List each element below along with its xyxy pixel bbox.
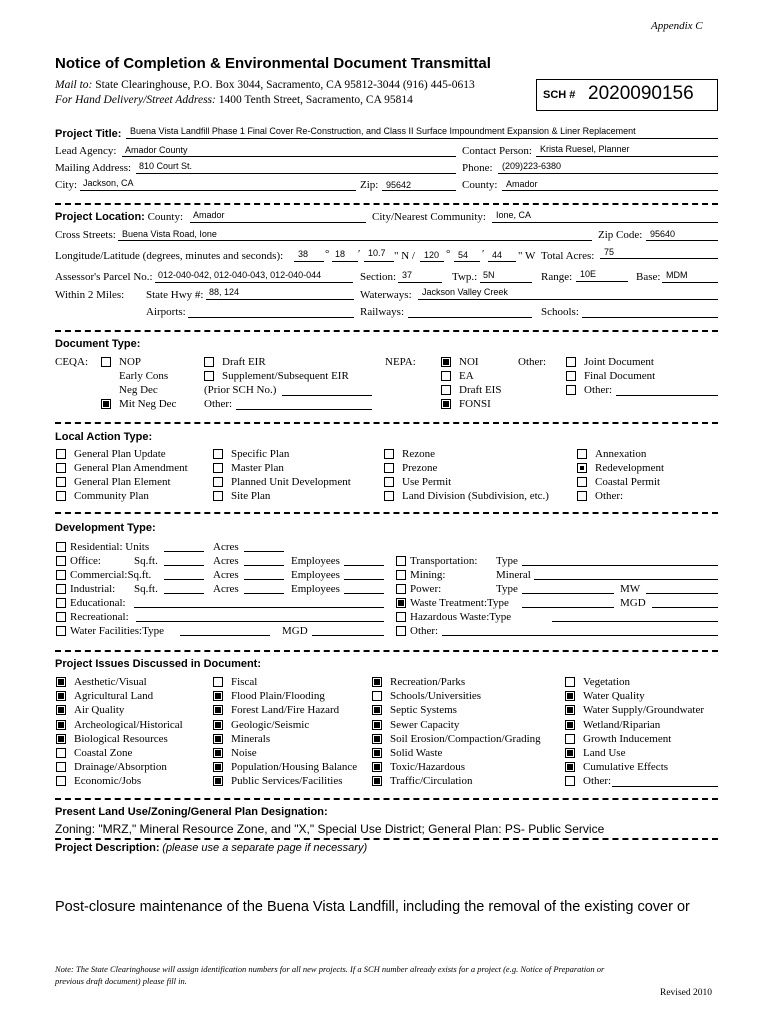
local-action-label: Local Action Type:	[55, 431, 153, 443]
mit-neg-dec-label: Mit Neg Dec	[119, 398, 177, 410]
office-sqft-label: Sq.ft.	[134, 555, 158, 567]
waste-mgd-label: MGD	[620, 597, 646, 609]
industrial-label: Industrial:	[70, 583, 116, 595]
annexation-checkbox[interactable]	[577, 449, 587, 459]
land-use-label: Land Use	[583, 747, 626, 759]
other-label: Other:	[583, 775, 612, 788]
form-title: Notice of Completion & Environmental Document Transmittal	[55, 55, 491, 72]
rezone-label: Rezone	[402, 448, 435, 460]
water-supply-groundwater-checkbox[interactable]	[565, 705, 575, 715]
zip-value[interactable]: 95642	[386, 180, 412, 190]
office-acres-label: Acres	[213, 555, 239, 567]
hazardous-waste-checkbox[interactable]	[396, 612, 406, 622]
development-type-label: Development Type:	[55, 522, 156, 534]
footer-note: Note: The State Clearinghouse will assign identification numbers for all new projects. If a SCH number already exists for a project (e.g. Notice of Preparation or	[55, 964, 605, 974]
dev-other-label: Other:	[410, 625, 439, 637]
soil-erosion-compaction-grading-checkbox[interactable]	[372, 734, 382, 744]
divider	[55, 798, 718, 800]
twp-label: Twp.:	[452, 271, 478, 283]
minerals-checkbox[interactable]	[213, 734, 223, 744]
annexation-label: Annexation	[595, 448, 647, 460]
project-description-heading: Project Description: (please use a separate page if necessary)	[55, 842, 368, 854]
lon-degrees[interactable]: 120	[424, 250, 440, 260]
coastal-permit-label: Coastal Permit	[595, 476, 661, 488]
lat-seconds[interactable]: 10.7	[368, 248, 386, 258]
mail-to-line: Mail to: State Clearinghouse, P.O. Box 3044, Sacramento, CA 95812-3044 (916) 445-0613	[55, 79, 475, 91]
fonsi-label: FONSI	[459, 398, 491, 410]
total-acres-label: Total Acres:	[541, 250, 595, 262]
lead-agency-value[interactable]: Amador County	[125, 145, 188, 155]
forest-land-fire-hazard-label: Forest Land/Fire Hazard	[231, 704, 340, 717]
other-checkbox[interactable]	[577, 491, 587, 501]
vegetation-label: Vegetation	[583, 676, 631, 688]
mineral-label: Mineral	[496, 569, 531, 581]
forest-land-fire-hazard-checkbox[interactable]	[213, 705, 223, 715]
contact-person-value[interactable]: Krista Ruesel, Planner	[540, 144, 630, 154]
noise-label: Noise	[231, 747, 257, 759]
industrial-checkbox[interactable]	[56, 584, 66, 594]
city-value[interactable]: Jackson, CA	[83, 178, 134, 188]
general-plan-update-checkbox[interactable]	[56, 449, 66, 459]
commercial-checkbox[interactable]	[56, 570, 66, 580]
industrial-acres-label: Acres	[213, 583, 239, 595]
land-use-label: Present Land Use/Zoning/General Plan Designation:	[55, 806, 328, 818]
specific-plan-label: Specific Plan	[231, 448, 290, 460]
general-plan-element-checkbox[interactable]	[56, 477, 66, 487]
degree-mark: °	[325, 248, 330, 260]
agricultural-land-checkbox[interactable]	[56, 691, 66, 701]
mit-neg-dec-checkbox[interactable]	[101, 399, 111, 409]
toxic-hazardous-label: Toxic/Hazardous	[390, 761, 465, 774]
prezone-label: Prezone	[402, 462, 438, 474]
zip-code-value[interactable]: 95640	[650, 229, 676, 239]
solid-waste-checkbox[interactable]	[372, 748, 382, 758]
phone-label: Phone:	[462, 162, 493, 174]
neg-dec-label: Neg Dec	[119, 384, 158, 396]
base-label: Base:	[636, 271, 661, 283]
water-quality-checkbox[interactable]	[565, 691, 575, 701]
coastal-zone-label: Coastal Zone	[74, 747, 133, 759]
traffic-circulation-label: Traffic/Circulation	[390, 775, 473, 788]
ceqa-other-label: Other:	[204, 398, 233, 410]
waterways-label: Waterways:	[360, 289, 412, 301]
total-acres-value[interactable]: 75	[604, 247, 615, 257]
supplement-eir-label: Supplement/Subsequent EIR	[222, 370, 349, 382]
draft-eir-label: Draft EIR	[222, 356, 266, 368]
divider	[55, 203, 718, 205]
early-cons-label: Early Cons	[119, 370, 169, 382]
land-division-subdivision-etc-label: Land Division (Subdivision, etc.)	[402, 490, 549, 502]
residential-label: Residential: Units	[70, 541, 150, 553]
w-label: " W	[518, 250, 536, 262]
parcel-label: Assessor's Parcel No.:	[55, 271, 153, 283]
cumulative-effects-label: Cumulative Effects	[583, 761, 669, 774]
agricultural-land-label: Agricultural Land	[74, 690, 154, 703]
state-hwy-label: State Hwy #:	[146, 289, 204, 301]
state-hwy-value[interactable]: 88, 124	[209, 287, 240, 297]
project-title-value[interactable]: Buena Vista Landfill Phase 1 Final Cover Re-Construction, and Class II Surface Impoundment Expansion & Liner Replacement	[130, 126, 636, 136]
general-plan-update-label: General Plan Update	[74, 448, 166, 460]
doc-other-label: Other:	[518, 356, 547, 368]
geologic-seismic-checkbox[interactable]	[213, 720, 223, 730]
draft-eir-checkbox[interactable]	[204, 357, 214, 367]
mining-checkbox[interactable]	[396, 570, 406, 580]
general-plan-element-label: General Plan Element	[74, 476, 171, 488]
water-supply-groundwater-label: Water Supply/Groundwater	[583, 704, 704, 717]
water-facilities-checkbox[interactable]	[56, 626, 66, 636]
fonsi-checkbox[interactable]	[441, 399, 451, 409]
community-label: City/Nearest Community:	[372, 211, 486, 223]
archeological-historical-label: Archeological/Historical	[74, 718, 183, 731]
project-title-label: Project Title:	[55, 128, 122, 140]
other-checkbox[interactable]	[565, 776, 575, 786]
range-label: Range:	[541, 271, 573, 283]
minute-mark: ′	[358, 248, 361, 260]
nop-checkbox[interactable]	[101, 357, 111, 367]
recreational-checkbox[interactable]	[56, 612, 66, 622]
planned-unit-development-checkbox[interactable]	[213, 477, 223, 487]
population-housing-balance-label: Population/Housing Balance	[231, 761, 358, 774]
toxic-hazardous-checkbox[interactable]	[372, 762, 382, 772]
ea-checkbox[interactable]	[441, 371, 451, 381]
mailing-address-label: Mailing Address:	[55, 162, 132, 174]
lon-seconds[interactable]: 44	[492, 250, 503, 260]
geologic-seismic-label: Geologic/Seismic	[231, 718, 310, 731]
revised-label: Revised 2010	[660, 988, 712, 998]
sch-number[interactable]: 2020090156	[588, 83, 694, 104]
lon-minutes[interactable]: 54	[458, 250, 469, 260]
waste-treatment-checkbox[interactable]	[396, 598, 406, 608]
land-use-value[interactable]: Zoning: "MRZ," Mineral Resource Zone, and "X," Special Use District; General Plan: PS- Public Service	[55, 822, 605, 836]
aesthetic-visual-label: Aesthetic/Visual	[74, 676, 147, 688]
lat-degrees[interactable]: 38	[298, 249, 309, 259]
prezone-checkbox[interactable]	[384, 463, 394, 473]
land-division-subdivision-etc-checkbox[interactable]	[384, 491, 394, 501]
rezone-checkbox[interactable]	[384, 449, 394, 459]
general-plan-amendment-checkbox[interactable]	[56, 463, 66, 473]
aesthetic-visual-checkbox[interactable]	[56, 677, 66, 687]
minerals-label: Minerals	[231, 732, 271, 745]
redevelopment-label: Redevelopment	[595, 462, 665, 474]
prior-sch-label: (Prior SCH No.)	[204, 384, 277, 396]
public-services-facilities-label: Public Services/Facilities	[231, 775, 343, 788]
section-label: Section:	[360, 271, 397, 283]
contact-person-label: Contact Person:	[462, 145, 532, 157]
flood-plain-flooding-label: Flood Plain/Flooding	[231, 690, 325, 703]
air-quality-label: Air Quality	[74, 704, 125, 717]
growth-inducement-label: Growth Inducement	[583, 732, 672, 745]
coastal-permit-checkbox[interactable]	[577, 477, 587, 487]
county-value[interactable]: Amador	[506, 179, 538, 189]
waterways-value[interactable]: Jackson Valley Creek	[422, 287, 508, 297]
fiscal-checkbox[interactable]	[213, 677, 223, 687]
within-2-miles-label: Within 2 Miles:	[55, 289, 125, 301]
master-plan-checkbox[interactable]	[213, 463, 223, 473]
parcel-value[interactable]: 012-040-042, 012-040-043, 012-040-044	[158, 270, 322, 280]
office-label: Office:	[70, 555, 101, 567]
industrial-sqft-label: Sq.ft.	[134, 583, 158, 595]
general-plan-amendment-label: General Plan Amendment	[74, 462, 188, 474]
divider	[55, 330, 718, 332]
schools-universities-checkbox[interactable]	[372, 691, 382, 701]
project-description-text[interactable]: Post-closure maintenance of the Buena Vista Landfill, including the removal of the existing cover or	[55, 899, 690, 915]
drainage-absorption-label: Drainage/Absorption	[74, 761, 167, 774]
mining-label: Mining:	[410, 569, 446, 581]
mw-label: MW	[620, 583, 641, 595]
footer-note-2: previous draft document) please fill in.	[55, 976, 187, 986]
waste-treatment-label: Waste Treatment:Type	[410, 597, 509, 609]
transportation-label: Transportation:	[410, 555, 478, 567]
section-value[interactable]: 37	[402, 270, 413, 280]
water-mgd-label: MGD	[282, 625, 308, 637]
master-plan-label: Master Plan	[231, 462, 284, 474]
commercial-employees-label: Employees	[291, 569, 340, 581]
septic-systems-label: Septic Systems	[390, 704, 457, 717]
land-use-checkbox[interactable]	[565, 748, 575, 758]
lat-minutes[interactable]: 18	[335, 249, 346, 259]
industrial-employees-label: Employees	[291, 583, 340, 595]
educational-checkbox[interactable]	[56, 598, 66, 608]
nepa-label: NEPA:	[385, 356, 416, 368]
draft-eis-checkbox[interactable]	[441, 385, 451, 395]
power-type-label: Type	[496, 583, 518, 595]
document-type-label: Document Type:	[55, 338, 141, 350]
joint-document-checkbox[interactable]	[566, 357, 576, 367]
planned-unit-development-label: Planned Unit Development	[231, 476, 351, 488]
schools-universities-label: Schools/Universities	[390, 690, 482, 703]
community-value[interactable]: Ione, CA	[496, 210, 532, 220]
economic-jobs-checkbox[interactable]	[56, 776, 66, 786]
project-issues-label: Project Issues Discussed in Document:	[55, 658, 262, 670]
lead-agency-label: Lead Agency:	[55, 145, 117, 157]
recreation-parks-label: Recreation/Parks	[390, 676, 466, 688]
location-county-value[interactable]: Amador	[193, 210, 225, 220]
joint-document-label: Joint Document	[584, 356, 654, 368]
doc-other-field-label: Other:	[584, 384, 613, 396]
wetland-riparian-checkbox[interactable]	[565, 720, 575, 730]
zip-code-label: Zip Code:	[598, 229, 643, 241]
noise-checkbox[interactable]	[213, 748, 223, 758]
recreational-label: Recreational:	[70, 611, 129, 623]
specific-plan-checkbox[interactable]	[213, 449, 223, 459]
ea-label: EA	[459, 370, 474, 382]
wetland-riparian-label: Wetland/Riparian	[583, 718, 661, 731]
residential-checkbox[interactable]	[56, 542, 66, 552]
other-label: Other:	[595, 490, 624, 502]
divider	[55, 422, 718, 424]
redevelopment-checkbox[interactable]	[577, 463, 587, 473]
traffic-circulation-checkbox[interactable]	[372, 776, 382, 786]
final-document-checkbox[interactable]	[566, 371, 576, 381]
economic-jobs-label: Economic/Jobs	[74, 775, 142, 788]
hand-delivery-line: For Hand Delivery/Street Address: 1400 Tenth Street, Sacramento, CA 95814	[55, 94, 413, 106]
minute-mark-2: ′	[482, 248, 485, 260]
soil-erosion-compaction-grading-label: Soil Erosion/Compaction/Grading	[390, 732, 541, 745]
vegetation-checkbox[interactable]	[565, 677, 575, 687]
phone-value[interactable]: (209)223-6380	[502, 161, 562, 171]
noi-checkbox[interactable]	[441, 357, 451, 367]
public-services-facilities-checkbox[interactable]	[213, 776, 223, 786]
solid-waste-label: Solid Waste	[390, 747, 443, 759]
growth-inducement-checkbox[interactable]	[565, 734, 575, 744]
cross-streets-label: Cross Streets:	[55, 229, 116, 241]
n-label: " N /	[394, 250, 415, 262]
transportation-checkbox[interactable]	[396, 556, 406, 566]
educational-label: Educational:	[70, 597, 126, 609]
use-permit-label: Use Permit	[402, 476, 452, 488]
draft-eis-label: Draft EIS	[459, 384, 502, 396]
water-quality-label: Water Quality	[583, 690, 645, 703]
use-permit-checkbox[interactable]	[384, 477, 394, 487]
commercial-acres-label: Acres	[213, 569, 239, 581]
recreation-parks-checkbox[interactable]	[372, 677, 382, 687]
biological-resources-label: Biological Resources	[74, 732, 168, 745]
commercial-label: Commercial:Sq.ft.	[70, 569, 152, 581]
appendix-label: Appendix C	[651, 20, 703, 32]
cumulative-effects-checkbox[interactable]	[565, 762, 575, 772]
air-quality-checkbox[interactable]	[56, 705, 66, 715]
water-facilities-label: Water Facilities:Type	[70, 625, 164, 637]
divider	[55, 512, 718, 514]
county-label: County:	[462, 179, 498, 191]
zip-label: Zip:	[360, 179, 379, 191]
dev-other-checkbox[interactable]	[396, 626, 406, 636]
sch-label: SCH #	[543, 89, 576, 101]
schools-label: Schools:	[541, 306, 579, 318]
base-value[interactable]: MDM	[666, 270, 688, 280]
sewer-capacity-label: Sewer Capacity	[390, 718, 460, 731]
community-plan-checkbox[interactable]	[56, 491, 66, 501]
railways-label: Railways:	[360, 306, 404, 318]
community-plan-label: Community Plan	[74, 490, 149, 502]
archeological-historical-checkbox[interactable]	[56, 720, 66, 730]
ceqa-label: CEQA:	[55, 356, 88, 368]
site-plan-checkbox[interactable]	[213, 491, 223, 501]
office-checkbox[interactable]	[56, 556, 66, 566]
sewer-capacity-checkbox[interactable]	[372, 720, 382, 730]
transportation-type-label: Type	[496, 555, 518, 567]
population-housing-balance-checkbox[interactable]	[213, 762, 223, 772]
twp-value[interactable]: 5N	[483, 270, 495, 280]
fiscal-label: Fiscal	[231, 676, 258, 688]
divider	[55, 650, 718, 652]
city-label: City:	[55, 179, 78, 191]
doc-other-checkbox[interactable]	[566, 385, 576, 395]
hazardous-waste-label: Hazardous Waste:Type	[410, 611, 512, 623]
power-label: Power:	[410, 583, 442, 595]
biological-resources-checkbox[interactable]	[56, 734, 66, 744]
supplement-eir-checkbox[interactable]	[204, 371, 214, 381]
degree-mark-2: °	[446, 248, 451, 260]
flood-plain-flooding-checkbox[interactable]	[213, 691, 223, 701]
septic-systems-checkbox[interactable]	[372, 705, 382, 715]
final-document-label: Final Document	[584, 370, 656, 382]
range-value[interactable]: 10E	[580, 269, 597, 279]
divider	[55, 838, 718, 840]
coastal-zone-checkbox[interactable]	[56, 748, 66, 758]
residential-acres-label: Acres	[213, 541, 239, 553]
site-plan-label: Site Plan	[231, 490, 271, 502]
mailing-address-value[interactable]: 810 Court St.	[139, 161, 193, 171]
cross-streets-value[interactable]: Buena Vista Road, Ione	[122, 229, 217, 239]
longlat-label: Longitude/Latitude (degrees, minutes and seconds):	[55, 250, 284, 262]
office-employees-label: Employees	[291, 555, 340, 567]
power-checkbox[interactable]	[396, 584, 406, 594]
nop-label: NOP	[119, 356, 142, 368]
drainage-absorption-checkbox[interactable]	[56, 762, 66, 772]
project-location-line: Project Location: County:	[55, 211, 184, 223]
airports-label: Airports:	[146, 306, 186, 318]
noi-label: NOI	[459, 356, 479, 368]
